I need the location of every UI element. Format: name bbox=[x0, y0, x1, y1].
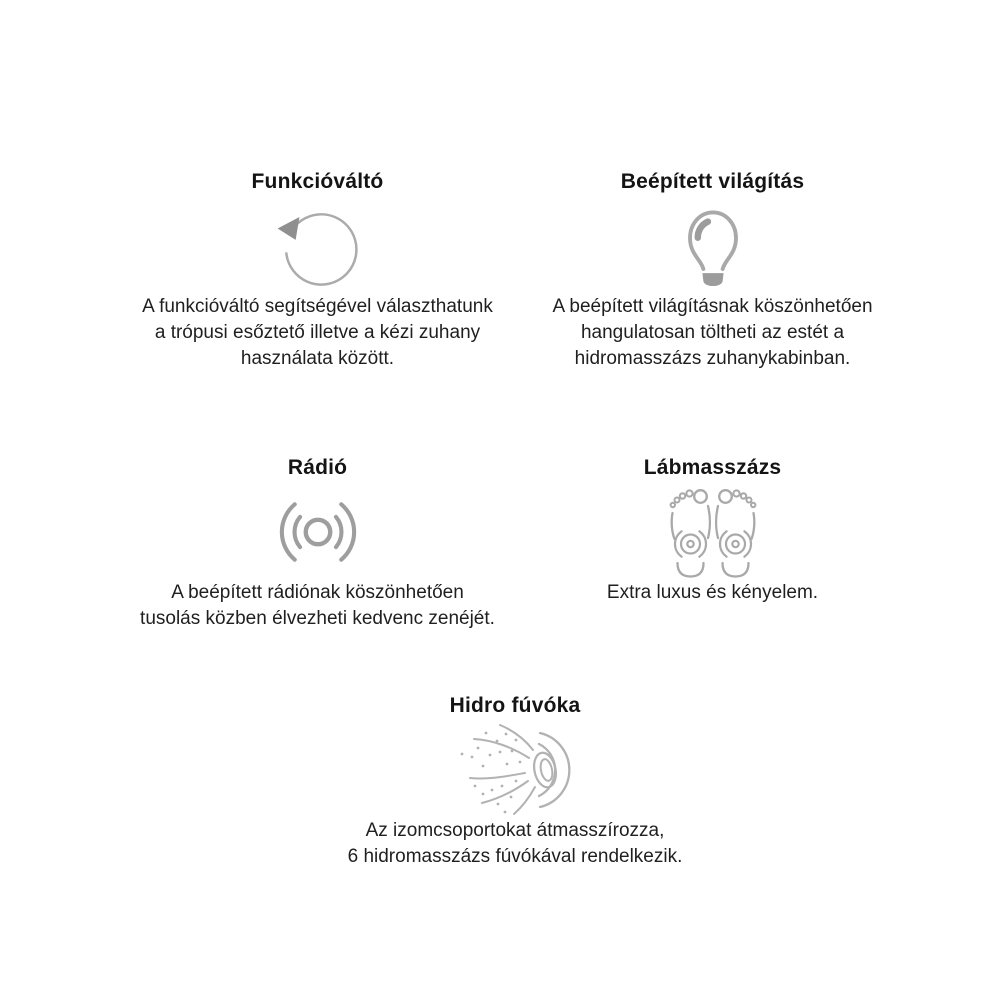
feature-title: Funkcióváltó bbox=[251, 170, 384, 193]
feature-title: Rádió bbox=[287, 456, 348, 479]
features-row-3 bbox=[120, 694, 910, 870]
feature-description-line: tusolás közben élvezheti kedvenc zenéjét. bbox=[140, 608, 495, 629]
feature-description-line: Extra luxus és kényelem. bbox=[606, 582, 819, 603]
light-bulb-icon bbox=[515, 200, 910, 292]
feature-description-line: a trópusi esőztető illetve a kézi zuhany bbox=[154, 322, 481, 343]
feature-description bbox=[120, 818, 910, 870]
features-section bbox=[120, 0, 910, 870]
feature-funkciovalto bbox=[120, 170, 515, 372]
feature-vilagitas bbox=[515, 170, 910, 372]
feet-massage-icon bbox=[515, 486, 910, 578]
rotate-arrow-icon bbox=[120, 200, 515, 292]
feature-description bbox=[515, 580, 910, 606]
feature-description-line: A funkcióváltó segítségével választhatunk bbox=[142, 296, 493, 317]
feature-description bbox=[515, 294, 910, 372]
feature-radio bbox=[120, 456, 515, 632]
feature-title: Lábmasszázs bbox=[643, 456, 782, 479]
feature-description bbox=[120, 580, 515, 632]
feature-description-line: A beépített rádiónak köszönhetően bbox=[171, 582, 464, 603]
feature-description-line: hangulatosan töltheti az estét a bbox=[580, 322, 845, 343]
feature-title: Beépített világítás bbox=[620, 170, 805, 193]
feature-description-line: 6 hidromasszázs fúvókával rendelkezik. bbox=[347, 846, 683, 867]
feature-title: Hidro fúvóka bbox=[449, 694, 581, 717]
feature-description-line: A beépített világításnak köszönhetően bbox=[552, 296, 873, 317]
feature-description-line: hidromasszázs zuhanykabinban. bbox=[574, 348, 851, 369]
feature-labmasszazs bbox=[515, 456, 910, 632]
features-row-1 bbox=[120, 170, 910, 372]
feature-description bbox=[120, 294, 515, 372]
feature-hidro-fuvoka bbox=[120, 694, 910, 870]
water-jet-icon bbox=[120, 724, 910, 816]
feature-description-line: használata között. bbox=[240, 348, 395, 369]
radio-waves-icon bbox=[120, 486, 515, 578]
feature-description-line: Az izomcsoportokat átmasszírozza, bbox=[365, 820, 665, 841]
features-row-2 bbox=[120, 456, 910, 632]
